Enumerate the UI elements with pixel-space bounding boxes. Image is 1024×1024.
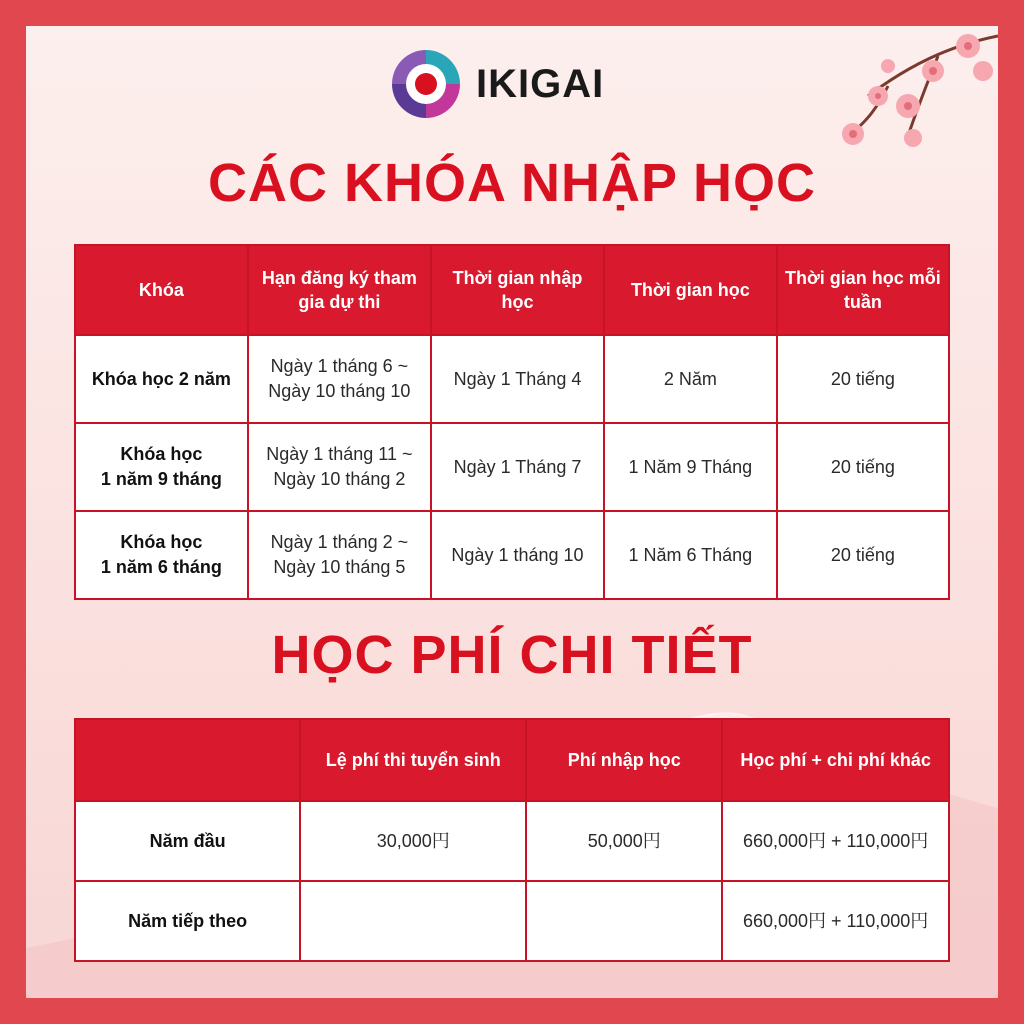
table-row [75, 423, 949, 511]
tuition-cell: 660,000円 + 110,000円 [722, 881, 949, 961]
header-enroll: Thời gian nhập học [431, 245, 604, 335]
brand-name: IKIGAI [476, 61, 605, 106]
courses-header-row [75, 245, 949, 335]
header-deadline: Hạn đăng ký tham gia dự thi [248, 245, 431, 335]
header-course: Khóa [75, 245, 248, 335]
courses-table [74, 244, 950, 600]
fees-header-row [75, 719, 949, 801]
courses-title: CÁC KHÓA NHẬP HỌC [207, 153, 817, 213]
enroll-cell: Ngày 1 Tháng 7 [431, 423, 604, 511]
header-duration: Thời gian học [604, 245, 777, 335]
poster-frame [26, 26, 998, 998]
year-label: Năm tiếp theo [75, 881, 300, 961]
year-label: Năm đầu [75, 801, 300, 881]
table-row [75, 511, 949, 599]
course-name: Khóa học 1 năm 6 tháng [75, 511, 248, 599]
ikigai-logo-icon [388, 46, 464, 122]
exam-fee-cell [300, 881, 526, 961]
duration-cell: 1 Năm 9 Tháng [604, 423, 777, 511]
table-row [75, 335, 949, 423]
exam-fee-cell: 30,000円 [300, 801, 526, 881]
fees-title: HỌC PHÍ CHI TIẾT [271, 625, 753, 685]
duration-cell: 1 Năm 6 Tháng [604, 511, 777, 599]
header-empty [75, 719, 300, 801]
course-name: Khóa học 2 năm [75, 335, 248, 423]
weekly-cell: 20 tiếng [777, 511, 949, 599]
deadline-cell: Ngày 1 tháng 11 ~ Ngày 10 tháng 2 [248, 423, 431, 511]
admission-fee-cell: 50,000円 [526, 801, 722, 881]
enroll-cell: Ngày 1 Tháng 4 [431, 335, 604, 423]
enroll-cell: Ngày 1 tháng 10 [431, 511, 604, 599]
tuition-cell: 660,000円 + 110,000円 [722, 801, 949, 881]
table-row [75, 881, 949, 961]
header-weekly: Thời gian học mỗi tuần [777, 245, 949, 335]
course-name: Khóa học 1 năm 9 tháng [75, 423, 248, 511]
deadline-cell: Ngày 1 tháng 2 ~ Ngày 10 tháng 5 [248, 511, 431, 599]
table-row [75, 801, 949, 881]
duration-cell: 2 Năm [604, 335, 777, 423]
fees-table [74, 718, 950, 962]
brand-logo [388, 46, 604, 122]
deadline-cell: Ngày 1 tháng 6 ~ Ngày 10 tháng 10 [248, 335, 431, 423]
admission-fee-cell [526, 881, 722, 961]
weekly-cell: 20 tiếng [777, 335, 949, 423]
header-admission-fee: Phí nhập học [526, 719, 722, 801]
header-tuition: Học phí + chi phí khác [722, 719, 949, 801]
header-exam-fee: Lệ phí thi tuyển sinh [300, 719, 526, 801]
weekly-cell: 20 tiếng [777, 423, 949, 511]
